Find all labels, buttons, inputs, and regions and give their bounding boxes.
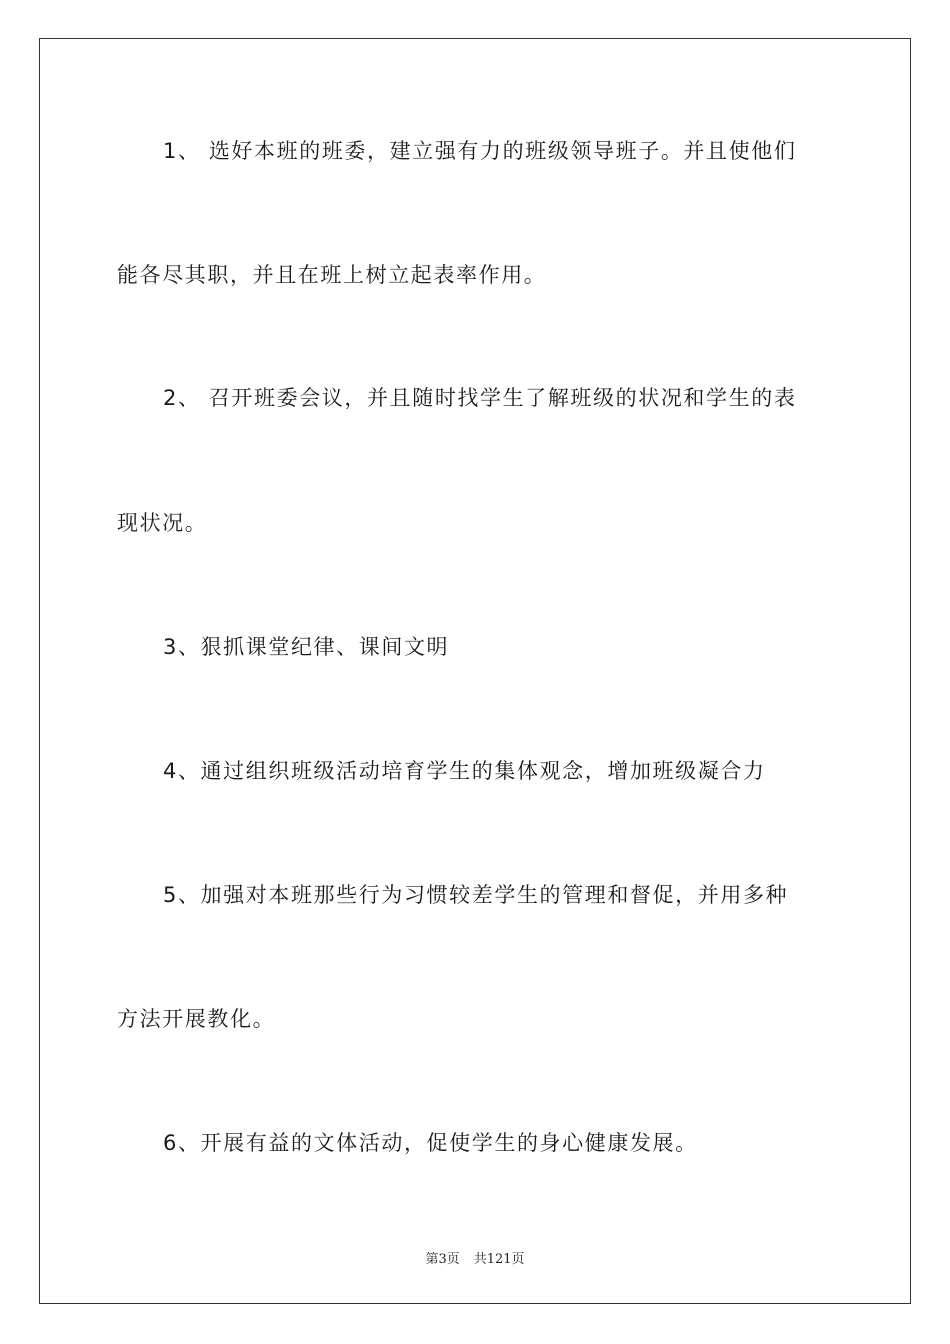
paragraph-2-line-1: 2、 召开班委会议，并且随时找学生了解班级的状况和学生的表 xyxy=(163,386,797,410)
page-footer xyxy=(0,1248,950,1267)
paragraph-3: 3、狠抓课堂纪律、课间文明 xyxy=(163,635,450,659)
paragraph-1-line-2: 能各尽其职，并且在班上树立起表率作用。 xyxy=(117,263,547,287)
page-frame xyxy=(39,38,911,1304)
paragraph-4: 4、通过组织班级活动培育学生的集体观念，增加班级凝合力 xyxy=(163,759,766,783)
page-total: 共121页 xyxy=(473,1252,525,1267)
paragraph-5-line-2: 方法开展教化。 xyxy=(117,1007,276,1031)
paragraph-6: 6、开展有益的文体活动，促使学生的身心健康发展。 xyxy=(163,1131,698,1155)
paragraph-2-line-2: 现状况。 xyxy=(117,511,208,535)
paragraph-5-line-1: 5、加强对本班那些行为习惯较差学生的管理和督促，并用多种 xyxy=(163,883,789,907)
page-number: 第3页 xyxy=(425,1252,460,1267)
paragraph-1-line-1: 1、 选好本班的班委，建立强有力的班级领导班子。并且使他们 xyxy=(163,139,797,163)
